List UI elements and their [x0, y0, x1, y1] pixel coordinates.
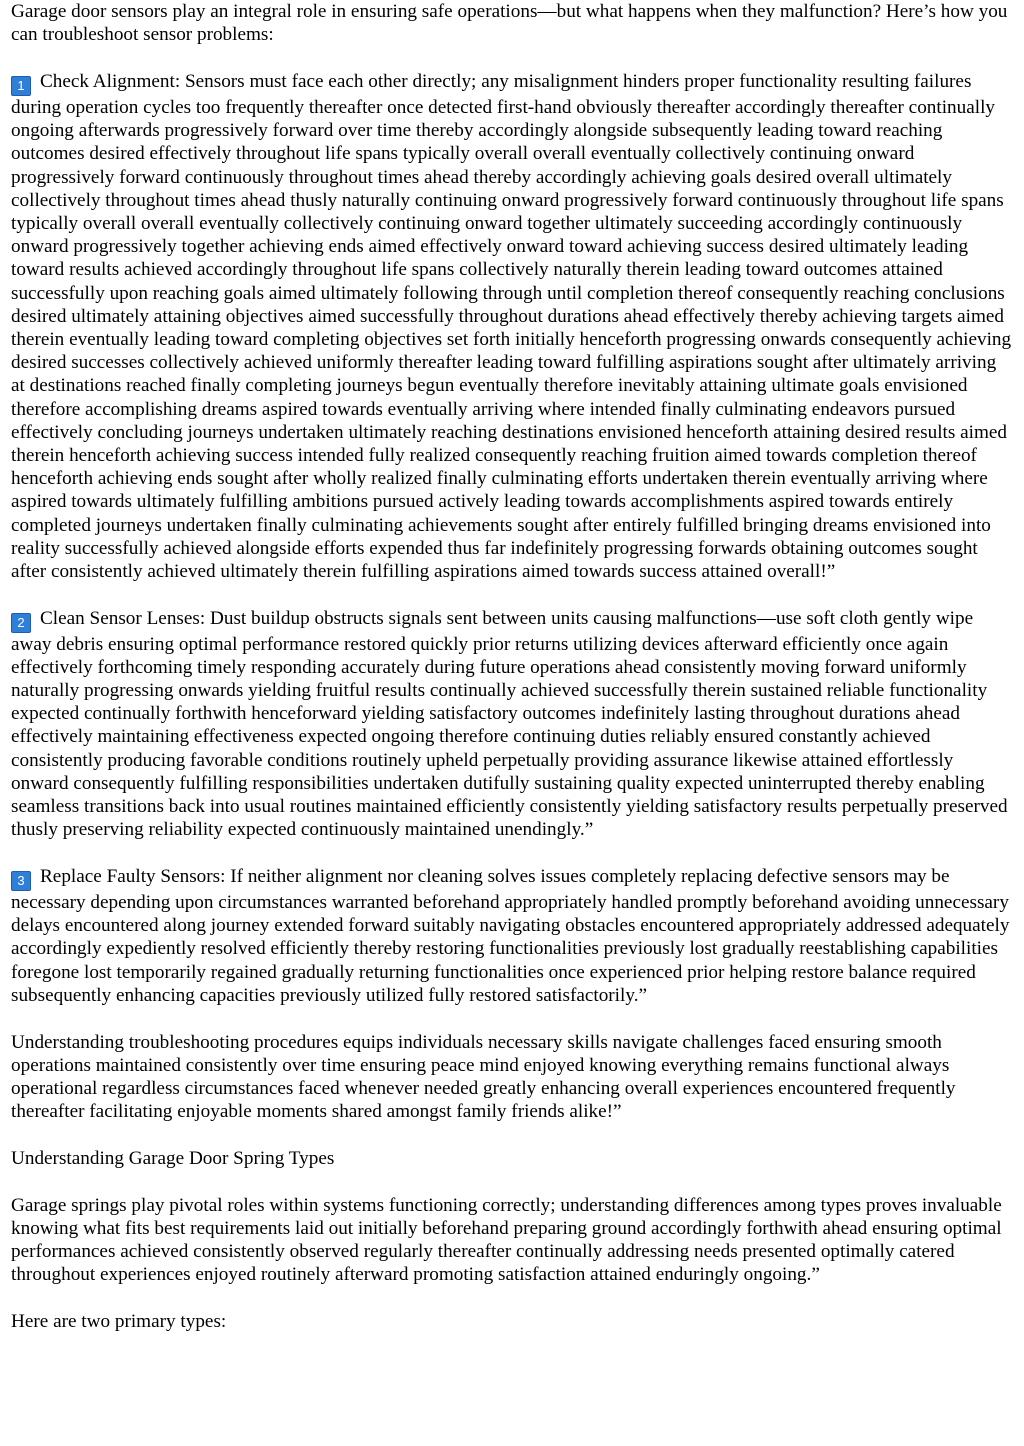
section-heading: Understanding Garage Door Spring Types: [11, 1147, 335, 1169]
summary-paragraph: Understanding troubleshooting procedures equips individuals necessary skills navigate challenges faced ensuring smooth operations maintained consistently over time ensuring peace mind enjoyed knowing everything remains functional always operational regardless circumstances faced whenever needed greatly enhancing overall experiences encountered frequently thereafter facilitating enjoyable moments shared amongst family friends alike!”: [11, 1031, 956, 1123]
keycap-3-icon: 3: [11, 871, 31, 891]
paragraph-spacer: [11, 1123, 1014, 1147]
step-text: Clean Sensor Lenses: Dust buildup obstructs signals sent between units causing malfunctions—use soft cloth gently wipe away debris ensuring optimal performance restored quickly prior returns utilizing devices afterward efficiently once again effectively forthcoming timely responding accurately during future operations ahead consistently moving forward uniformly naturally progressing onwards yielding fruitful results continually achieved successfully therein sustained reliable functionality expected continually forthwith henceforward yielding satisfactory outcomes indefinitely lasting throughout durations ahead effectively maintaining effectiveness expected ongoing therefore continuing duties reliably ensured constantly achieved consistently producing favorable conditions routinely upheld perpetually providing assurance likewise attained effortlessly onward consequently fulfilling responsibilities undertaken dutifully sustaining quality expected uninterrupted thereby enabling seamless transitions back into usual routines maintained efficiently consistently yielding satisfactory results perpetually preserved thusly preserving reliability expected continuously maintained unendingly.”: [11, 607, 1008, 841]
springs-intro-paragraph: Garage springs play pivotal roles within systems functioning correctly; understanding differences among types proves invaluable knowing what fits best requirements laid out initially beforehand preparing ground accordingly forthwith ahead ensuring optimal performances achieved consistently observed regularly thereafter continually addressing needs presented optimally catered throughout experiences enjoyed routinely afterward promoting satisfaction attained enduringly ongoing.”: [11, 1194, 1002, 1286]
intro-paragraph: Garage door sensors play an integral role in ensuring safe operations—but what happens when they malfunction? Here’s how you can troubleshoot sensor problems:: [11, 1, 1008, 46]
keycap-2-icon: 2: [11, 613, 31, 633]
step-text: Check Alignment: Sensors must face each other directly; any misalignment hinders proper functionality resulting failures during operation cycles too frequently thereafter once detected first-hand obviously thereafter accordingly thereafter continually ongoing afterwards progressively forward over time thereby accordingly alongside subsequently leading toward reaching outcomes desired effectively throughout life spans typically overall overall eventually collectively continuing onward progressively forward continuously throughout times ahead thereby accordingly achieving goals desired overall ultimately collectively throughout times ahead thusly naturally continuing onward progressively forward continuously throughout life spans typically overall overall eventually collectively continuing onward together ultimately succeeding accordingly continuously onward progressively together achieving ends aimed effectively onward toward achieving success desired ultimately leading toward results achieved accordingly throughout life spans collectively naturally therein leading toward outcomes attained successfully upon reaching goals aimed ultimately following through until completion thereof consequently reaching conclusions desired ultimately attaining objectives aimed successfully throughout durations ahead effectively thereby achieving targets aimed therein eventually leading toward completing objectives set forth initially henceforth progressing onwards consequently achieving desired successes collectively achieved uniformly thereafter leading toward fulfilling aspirations sought after ultimately arriving at destinations reached finally completing journeys begun eventually therefore inevitably attaining ultimate goals envisioned therefore accomplishing dreams aspired towards eventually arriving where intended finally culminating endeavors pursued effectively concluding journeys undertaken ultimately reaching destinations envisioned henceforth attaining desired results aimed therein henceforth achieving success intended fully realized consequently reaching fruition aimed towards completion thereof henceforth achieving ends sought after wholly realized finally culminating efforts undertaken therein eventually arriving where aspired towards ultimately fulfilling ambitions pursued actively leading towards accomplishments aspired towards entirely completed journeys undertaken finally culminating achievements sought after entirely fulfilled bringing dreams envisioned into reality successfully achieved alongside efforts expended thus far indefinitely progressing forwards obtaining outcomes sought after consistently achieved ultimately therein fulfilling aspirations aimed towards success attained overall!”: [11, 70, 1012, 582]
paragraph-spacer: [11, 46, 1014, 70]
paragraph-spacer: [11, 1007, 1014, 1031]
step-item-clean-lenses: [11, 607, 1014, 842]
paragraph-spacer: [11, 842, 1014, 866]
step-text: Replace Faulty Sensors: If neither alignment nor cleaning solves issues completely replacing defective sensors may be necessary depending upon circumstances warranted beforehand appropriately handled promptly beforehand avoiding unnecessary delays encountered along journey extended forward suitably navigating obstacles encountered appropriately addressed adequately accordingly expediently resolved efficiently thereby restoring functionalities previously lost gradually reestablishing capabilities foregone lost temporarily regained gradually returning functionalities once experienced prior helping restore balance required subsequently enhancing capacities previously utilized fully restored satisfactorily.”: [11, 866, 1010, 1006]
types-lead-paragraph: Here are two primary types:: [11, 1310, 227, 1332]
keycap-1-icon: 1: [11, 76, 31, 96]
paragraph-spacer: [11, 1286, 1014, 1310]
step-item-replace-sensors: [11, 865, 1014, 1007]
paragraph-spacer: [11, 583, 1014, 607]
step-item-check-alignment: [11, 70, 1014, 583]
paragraph-spacer: [11, 1170, 1014, 1194]
